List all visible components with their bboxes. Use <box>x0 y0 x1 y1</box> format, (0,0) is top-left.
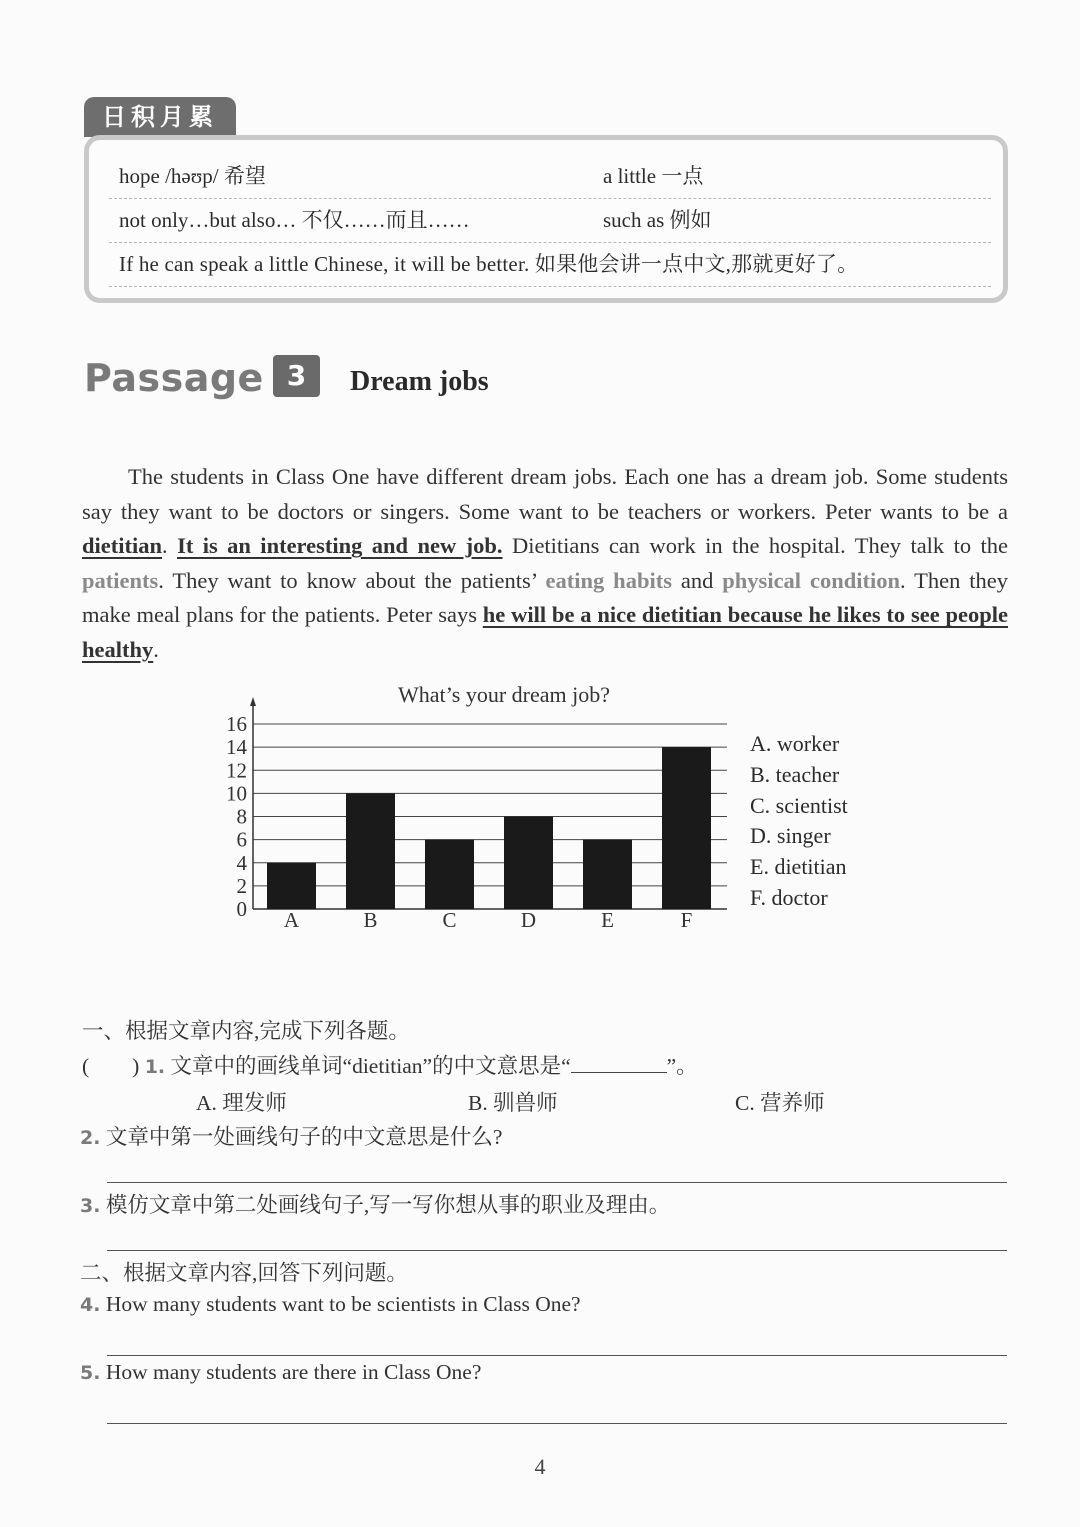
vocab-row <box>109 154 991 199</box>
question-3 <box>80 1188 670 1219</box>
vocab-row <box>109 242 991 287</box>
bar-chart <box>210 690 740 940</box>
vocab-item: such as 例如 <box>603 208 712 232</box>
x-tick-label: F <box>680 908 693 932</box>
answer-line[interactable] <box>107 1250 1007 1251</box>
x-tick-label: B <box>363 908 378 932</box>
y-axis-arrow <box>250 697 256 706</box>
question-text: 文章中第一处画线句子的中文意思是什么? <box>105 1125 503 1149</box>
highlighted-word-patients: patients <box>82 567 159 593</box>
section-heading-2: 二、根据文章内容,回答下列问题。 <box>80 1261 408 1285</box>
passage-text: and <box>671 567 723 593</box>
underlined-sentence-2: he will be a nice dietitian because he likes to see people healthy <box>82 602 1008 662</box>
highlighted-phrase-physical-condition: physical condition <box>722 567 900 593</box>
y-tick-label: 12 <box>226 758 247 783</box>
passage-label: Passage <box>84 356 264 400</box>
question-text: 模仿文章中第二处画线句子,写一写你想从事的职业及理由。 <box>105 1193 671 1217</box>
passage-text: The students in Class One have different dream jobs. Each one has a dream job. Some students say they want to be doctors or singers. Some want to be teachers or workers. Peter wants to be a <box>82 464 1008 524</box>
underlined-sentence-1: It is an interesting and new job. <box>177 533 503 559</box>
answer-line[interactable] <box>107 1182 1007 1183</box>
option-c[interactable]: C. 营养师 <box>735 1091 825 1115</box>
bar-d <box>504 817 553 910</box>
passage-text: . They want to know about the patients’ <box>158 567 546 593</box>
question-text: How many students are there in Class One? <box>105 1360 482 1384</box>
y-tick-label: 8 <box>236 804 247 829</box>
page-number: 4 <box>534 1454 546 1479</box>
vocab-box <box>84 135 1008 303</box>
question-number: 3. <box>80 1195 101 1217</box>
question-text: ”。 <box>666 1054 698 1078</box>
vocab-item: hope /həʊp/ 希望 <box>119 164 266 188</box>
legend-item: B. teacher <box>750 761 840 787</box>
x-tick-label: A <box>283 908 300 932</box>
section-heading-1: 一、根据文章内容,完成下列各题。 <box>82 1019 410 1043</box>
question-2 <box>80 1120 502 1151</box>
passage-text: . Then they make meal plans for the patients. Peter says <box>82 567 1009 628</box>
y-tick-label: 0 <box>236 897 247 921</box>
underlined-word-dietitian: dietitian <box>82 533 163 559</box>
legend-item: D. singer <box>750 823 831 849</box>
answer-line[interactable] <box>107 1355 1007 1356</box>
passage-title: Dream jobs <box>350 366 489 397</box>
vocab-row <box>109 198 991 243</box>
highlighted-phrase-eating-habits: eating habits <box>545 567 672 593</box>
legend-item: E. dietitian <box>750 854 847 880</box>
bar-c <box>425 840 474 909</box>
bar-a <box>267 863 316 909</box>
bar-b <box>346 793 395 909</box>
y-tick-label: 10 <box>226 781 247 806</box>
legend-item: A. worker <box>750 731 840 756</box>
answer-paren[interactable]: ( ) <box>82 1054 140 1078</box>
chart-title: What’s your dream job? <box>398 682 610 707</box>
y-tick-label: 4 <box>236 850 247 875</box>
fill-blank[interactable] <box>571 1054 667 1073</box>
y-tick-label: 14 <box>226 735 247 760</box>
vocab-item: not only…but also… 不仅……而且…… <box>119 208 470 232</box>
y-tick-label: 2 <box>236 873 247 898</box>
question-text: 文章中的画线单词“dietitian”的中文意思是“ <box>170 1054 571 1078</box>
question-5 <box>80 1360 481 1385</box>
x-tick-label: E <box>601 908 614 932</box>
y-tick-label: 6 <box>236 827 247 852</box>
bar-e <box>583 840 632 909</box>
passage-body <box>82 460 1008 668</box>
legend-item: C. scientist <box>750 792 848 818</box>
option-b[interactable]: B. 驯兽师 <box>468 1091 558 1115</box>
passage-number-badge: 3 <box>273 355 320 397</box>
question-number: 1. <box>144 1056 166 1078</box>
vocab-header: 日积月累 <box>84 97 236 137</box>
question-number: 2. <box>80 1127 101 1149</box>
passage-text: . <box>162 533 178 559</box>
passage-text: Dietitians can work in the hospital. They talk to the <box>502 533 1008 559</box>
vocab-sentence: If he can speak a little Chinese, it will be better. 如果他会讲一点中文,那就更好了。 <box>119 252 859 276</box>
vocab-item: a little 一点 <box>603 164 704 188</box>
bar-f <box>662 747 711 909</box>
passage-text: . <box>153 636 159 662</box>
question-number: 4. <box>80 1294 101 1316</box>
x-tick-label: D <box>520 908 537 932</box>
option-a[interactable]: A. 理发师 <box>196 1091 287 1115</box>
x-tick-label: C <box>442 908 457 932</box>
question-text: How many students want to be scientists in Class One? <box>105 1292 581 1316</box>
legend-item: F. doctor <box>750 884 828 910</box>
answer-line[interactable] <box>107 1423 1007 1424</box>
y-tick-label: 16 <box>226 712 247 736</box>
question-4 <box>80 1292 581 1317</box>
question-number: 5. <box>80 1362 101 1384</box>
chart-legend <box>750 729 848 914</box>
question-1 <box>82 1049 698 1080</box>
